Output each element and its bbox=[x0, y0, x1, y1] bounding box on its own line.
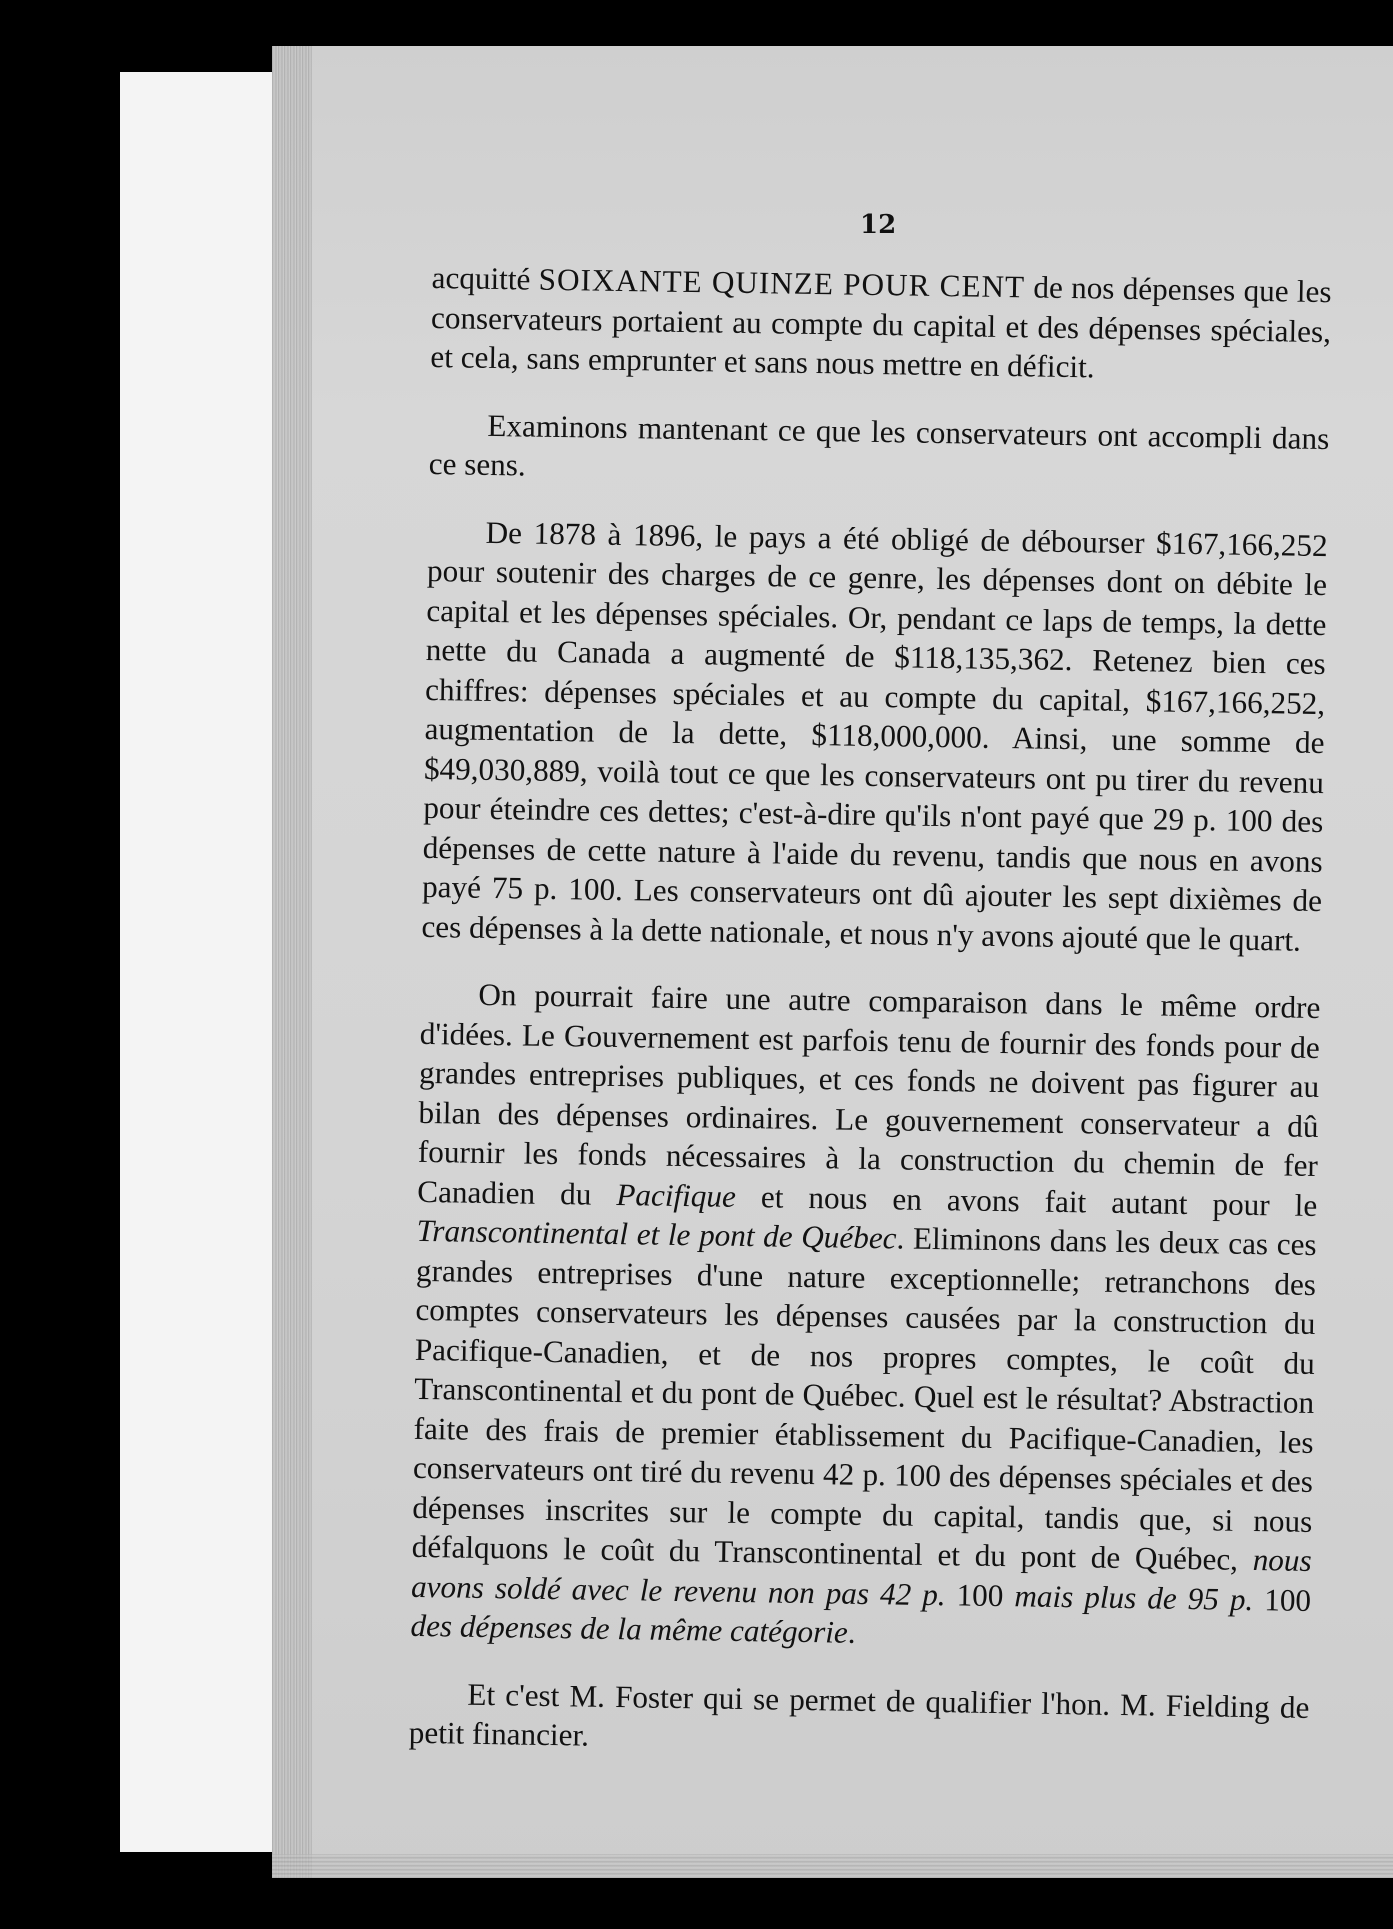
text-run: de nos dépenses que les conservateurs portaient au compte du capital et des dépenses spéciales, et cela, sans emprunter et sans nous mettre en déficit. bbox=[430, 269, 1332, 385]
text-run: . Eliminons dans les deux cas ces grandes entreprises d'une nature exceptionnelle; retranchons des comptes conservateurs les dépenses causées par la construction du Pacifique-Canadien, et de nos propres comptes, le coût du Transcontinental et du pont de Québec. Quel est le résultat? Abstraction faite des frais de premier établissement du Pacifique-Canadien, les conservateurs ont tiré du revenu 42 p. 100 des dépenses spéciales et des dépenses inscrites sur le compte du capital, tandis que, si nous défalquons le coût du Transcontinental et du pont de Québec, bbox=[411, 1220, 1317, 1578]
text-run: . bbox=[847, 1614, 856, 1650]
text-run: et nous en avons fait autant pour le bbox=[735, 1178, 1318, 1223]
emphasis-caps: SOIXANTE QUINZE POUR CENT bbox=[538, 261, 1026, 305]
text-run: On pourrait faire une autre comparaison dans le même ordre d'idées. Le Gouvernement est parfois tenu de fournir des fonds pour de grandes entreprises publiques, et ces fonds ne doivent pas figurer au bilan des dépenses ordinaires. Le gouvernement conservateur a dû fournir les fonds nécessaires à la construction du chemin de fer Canadien du bbox=[417, 976, 1321, 1212]
text-run: De 1878 à 1896, le pays a été obligé de débourser $167,166,252 pour soutenir des charges de ce genre, les dépenses dont on débite le capital et les dépenses spéciales. Or, pendant ce laps de temps, la dette nette du Canada a augmenté de $118,135,362. Retenez bien ces chiffres: dépenses spéciales et au compte du capital, $167,166,252, augmentation de la dette, $118,000,000. Ainsi, une somme de $49,030,889, voilà tout ce que les conservateurs ont pu tirer du revenu pour éteindre ces dettes; c'est-à-dire qu'ils n'ont payé que 29 p. 100 des dépenses de cette nature à l'aide du revenu, tandis que nous en avons payé 75 p. 100. Les conservateurs ont dû ajouter les sept dixièmes de ces dépenses à la dette nationale, et nous n'y avons ajouté que le quart. bbox=[421, 514, 1328, 958]
text-run: 100 bbox=[1253, 1581, 1312, 1618]
page-number: 12 bbox=[860, 210, 897, 240]
paragraph-5 bbox=[409, 1673, 1310, 1766]
text-run: 100 bbox=[945, 1576, 1015, 1613]
paragraph-2 bbox=[428, 404, 1329, 497]
paragraph-4 bbox=[410, 974, 1320, 1660]
body-text bbox=[409, 258, 1332, 1766]
paragraph-1 bbox=[430, 258, 1332, 391]
paragraph-3 bbox=[421, 511, 1328, 960]
italic-run: Pacifique bbox=[616, 1176, 737, 1214]
italic-run: Transcontinental et le pont de Québec bbox=[416, 1212, 897, 1256]
text-run: acquitté bbox=[431, 259, 539, 297]
text-run: Examinons mantenant ce que les conservateurs ont accompli dans ce sens. bbox=[428, 407, 1330, 483]
italic-run: des dépenses de la même catégorie bbox=[410, 1607, 849, 1650]
italic-run: mais plus de 95 p. bbox=[1014, 1577, 1254, 1617]
text-run: Et c'est M. Foster qui se permet de qualifier l'hon. M. Fielding de petit financier. bbox=[408, 1676, 1310, 1753]
italic-run: nous avons soldé avec le revenu non pas 42 p. bbox=[410, 1542, 1312, 1612]
